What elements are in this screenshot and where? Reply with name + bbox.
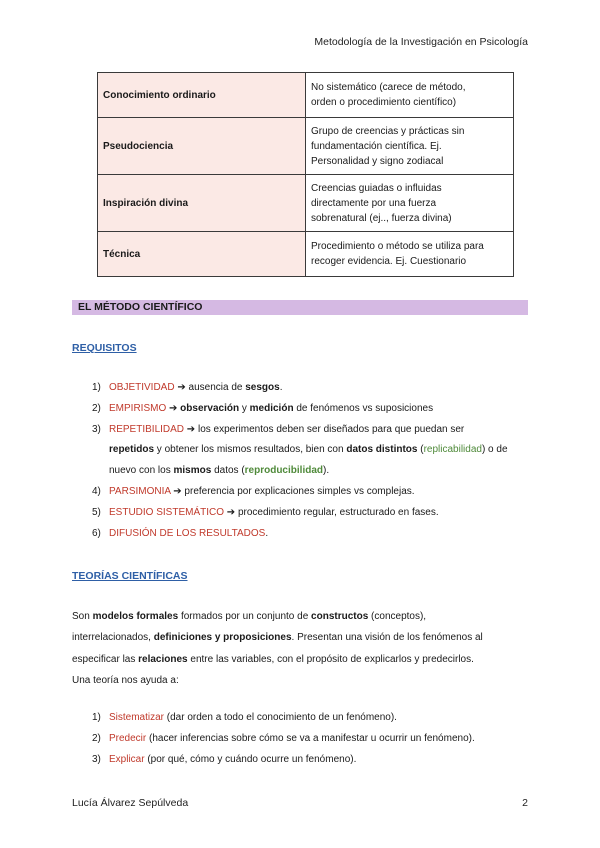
item-keyword: Explicar [109,753,145,765]
desc-line: Grupo de creencias y prácticas sin [311,125,465,137]
list-item [72,399,532,420]
item-number: 1) [92,382,101,393]
item-text: (dar orden a todo el conocimiento de un fenómeno). [164,712,397,723]
desc-line: No sistemático (carece de método, [311,82,466,93]
list-item [72,420,532,482]
page-header: Metodología de la Investigación en Psicología [314,36,528,48]
item-text: mismos [173,465,212,477]
item-keyword: EMPIRISMO [109,402,167,414]
desc-line: Personalidad y signo zodiacal [311,155,444,167]
item-number: 3) [92,753,101,765]
item-highlight: reproducibilidad [244,465,323,477]
table-desc [306,232,514,277]
teorias-paragraph [72,606,532,691]
item-text: ➔ los experimentos deben ser diseñados para que puedan ser [184,423,465,435]
para-text: Una teoría nos ayuda a: [72,674,179,686]
item-keyword: ESTUDIO SISTEMÁTICO [109,506,225,518]
list-item [72,729,532,750]
table-row [98,175,514,232]
item-text: y [239,402,250,414]
para-text: interrelacionados, [72,632,154,644]
para-text: formados por un conjunto de [178,611,312,622]
list-item [72,482,532,503]
item-keyword: PARSIMONIA [109,485,171,497]
item-number: 4) [92,485,101,497]
para-text: modelos formales [92,611,179,622]
item-text: ➔ procedimiento regular, estructurado en fases. [224,506,439,518]
desc-line: orden o procedimiento científico) [311,97,457,108]
item-text: observación [180,402,240,414]
item-text: ). [323,465,330,477]
requisitos-heading: REQUISITOS [72,342,137,354]
list-item [72,708,532,729]
desc-line: Procedimiento o método se utiliza para [311,241,484,252]
list-item [72,378,532,399]
teorias-list [72,708,532,770]
para-text: (conceptos), [368,611,427,622]
item-highlight: replicabilidad [423,444,482,456]
requisitos-list [72,378,532,544]
item-text: ( [417,444,424,456]
table-term: Técnica [98,232,306,277]
section-title: EL MÉTODO CIENTÍFICO [78,301,203,313]
table-term: Pseudociencia [98,118,306,175]
item-text: de fenómenos vs suposiciones [293,402,434,414]
list-item [72,503,532,524]
item-number: 5) [92,506,101,518]
item-keyword: OBJETIVIDAD [109,382,175,393]
para-text: relaciones [138,653,188,665]
desc-line: recoger evidencia. Ej. Cuestionario [311,256,467,267]
table-row [98,118,514,175]
table-term: Conocimiento ordinario [98,73,306,118]
item-keyword: DIFUSIÓN DE LOS RESULTADOS [109,527,266,539]
item-number: 2) [92,732,101,744]
table-desc [306,175,514,232]
item-text: . [279,382,283,393]
item-text: ➔ preferencia por explicaciones simples vs complejas. [170,485,415,497]
item-keyword: Predecir [109,732,147,744]
para-text: entre las variables, con el propósito de explicarlos y predecirlos. [187,653,474,665]
desc-line: fundamentación científica. Ej. [311,140,442,152]
item-number: 3) [92,423,101,435]
item-text: sesgos [245,382,280,393]
item-text: datos ( [211,465,245,477]
page-number: 2 [522,797,528,809]
para-text: constructos [311,611,369,622]
item-number: 6) [92,527,101,539]
item-text: (hacer inferencias sobre cómo se va a manifestar u ocurrir un fenómeno). [146,732,475,744]
teorias-heading: TEORÍAS CIENTÍFICAS [72,570,188,582]
definitions-table [97,72,514,277]
item-text: datos distintos [346,444,418,456]
table-row [98,73,514,118]
item-number: 1) [92,712,101,723]
item-text: . [265,527,269,539]
para-text: Son [72,611,93,622]
item-text: y obtener los mismos resultados, bien con [154,444,347,456]
list-item [72,524,532,545]
item-text: ➔ ausencia de [174,382,246,393]
table-term: Inspiración divina [98,175,306,232]
table-desc [306,73,514,118]
item-keyword: REPETIBILIDAD [109,423,185,435]
para-text: . Presentan una visión de los fenómenos al [291,632,483,644]
item-text: medición [249,402,294,414]
section-title-bar [72,300,528,315]
item-text: ) o de nuevo con los [109,444,508,477]
desc-line: directamente por una fuerza [311,197,437,209]
footer-author: Lucía Álvarez Sepúlveda [72,797,189,809]
table-desc [306,118,514,175]
item-keyword: Sistematizar [109,712,165,723]
para-text: definiciones y proposiciones [153,632,292,644]
item-text: (por qué, cómo y cuándo ocurre un fenómeno). [144,753,357,765]
list-item [72,750,532,771]
desc-line: sobrenatural (ej.., fuerza divina) [311,212,452,224]
desc-line: Creencias guiadas o influidas [311,182,442,194]
item-text: ➔ [166,402,181,414]
item-text: repetidos [109,444,155,456]
para-text: especificar las [72,653,139,665]
item-number: 2) [92,402,101,414]
table-row [98,232,514,277]
